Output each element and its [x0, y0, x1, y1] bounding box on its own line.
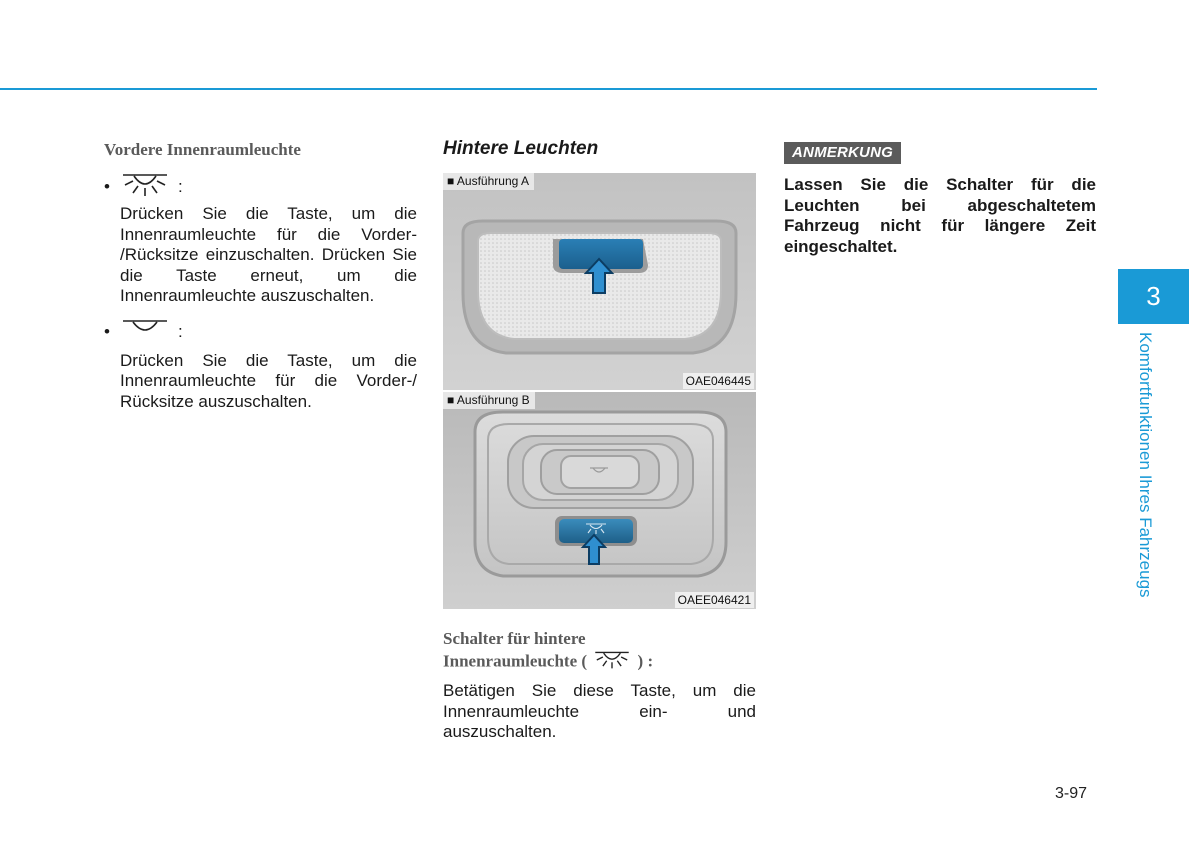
- rear-switch-heading-line1: Schalter für hintere: [443, 629, 586, 648]
- top-rule: [0, 88, 1097, 90]
- lamp-off-description: Drücken Sie die Taste, um die Innenraumleuchte für die Vorder-/ Rücksitze auszuschalten.: [120, 350, 417, 411]
- figure-code-b: OAEE046421: [675, 592, 754, 608]
- bullet-lamp-off: [104, 317, 417, 347]
- chapter-number-tab: 3: [1118, 269, 1189, 324]
- chapter-title: Komfortfunktionen Ihres Fahrzeugs: [1136, 332, 1155, 598]
- note-text: Lassen Sie die Schalter für die Leuchten bei abgeschaltetem Fahrzeug nicht für längere Zeit eingeschaltet.: [784, 175, 1096, 256]
- heading-text-post: ) :: [637, 651, 654, 671]
- rear-switch-heading-line2: [443, 649, 756, 676]
- section-title-rear-lights: Hintere Leuchten: [443, 138, 599, 159]
- rear-switch-heading: [443, 629, 756, 676]
- rear-light-illustration-b: [443, 392, 756, 609]
- column-right: [784, 142, 1096, 257]
- figure-label-b: ■ Ausführung B: [443, 392, 535, 409]
- note-badge: ANMERKUNG: [784, 142, 901, 164]
- figure-version-b: [443, 392, 756, 609]
- page-number: 3-97: [1055, 785, 1088, 802]
- figure-label-a: ■ Ausführung A: [443, 173, 534, 190]
- rear-switch-description: Betätigen Sie diese Taste, um die Innenraumleuchte ein- und auszuschalten.: [443, 681, 756, 741]
- bullet-lamp-on: [104, 172, 417, 202]
- lamp-on-icon: [120, 172, 170, 203]
- section-heading-front-light: Vordere Innenraumleuchte: [104, 140, 301, 159]
- bullet: •: [104, 177, 110, 196]
- heading-text-pre: Innenraumleuchte (: [443, 651, 588, 671]
- figure-version-a: [443, 173, 756, 390]
- lamp-on-description: Drücken Sie die Taste, um die Innenraumleuchte für die Vorder- /Rücksitze einzuschalten. Drücken Sie die Taste erneut, um die Innenraumleuchte auszuschalten.: [120, 204, 417, 305]
- lamp-off-icon: [120, 318, 170, 345]
- column-middle: [443, 138, 756, 743]
- colon: :: [178, 321, 183, 341]
- lamp-on-icon: [593, 649, 631, 676]
- rear-light-illustration-a: [443, 173, 756, 390]
- column-left: [104, 140, 417, 412]
- bullet: •: [104, 321, 110, 341]
- colon: :: [178, 177, 183, 196]
- figure-code-a: OAE046445: [683, 373, 754, 389]
